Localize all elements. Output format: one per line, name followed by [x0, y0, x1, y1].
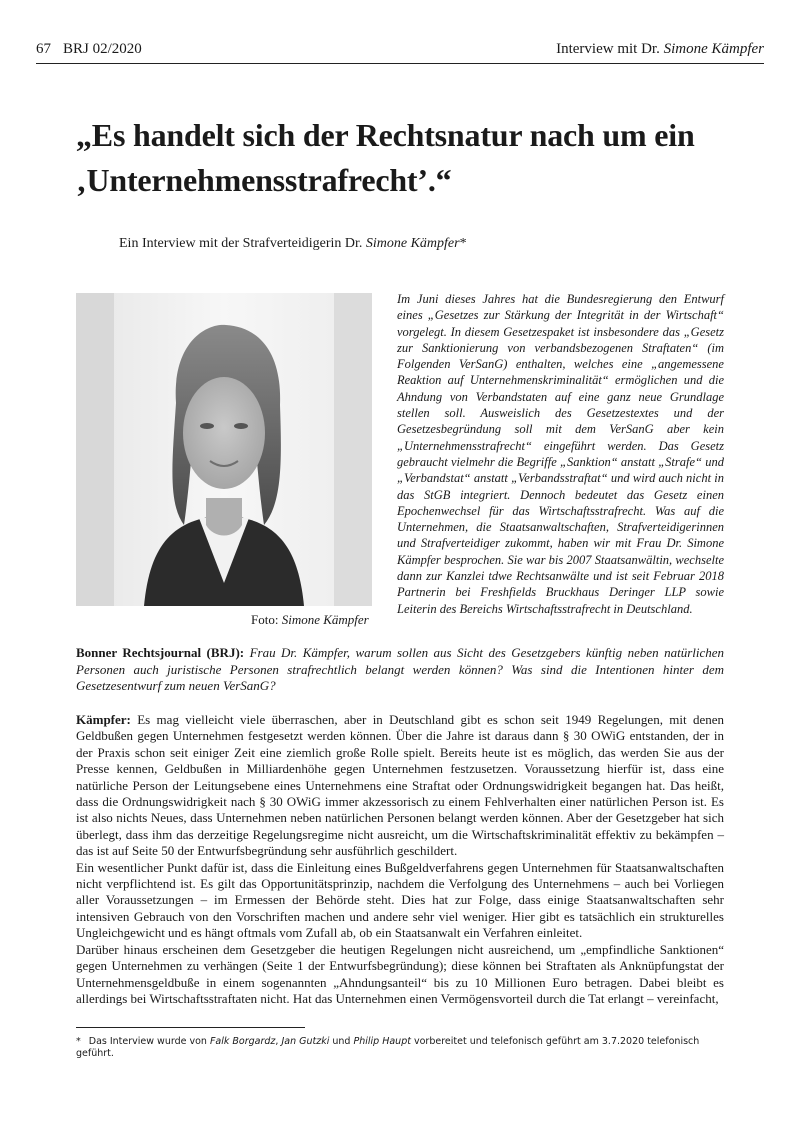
- subtitle-footnote-mark: *: [459, 236, 467, 251]
- interview-question: [76, 645, 724, 695]
- article-subtitle: [119, 236, 467, 252]
- question-label: Bonner Rechtsjournal (BRJ):: [76, 645, 245, 660]
- question-text: Frau Dr. Kämpfer, warum sollen aus Sicht des Gesetzgebers künftig neben natürlichen Personen auch juristische Personen strafrechtlich belangt werden können? Was sind die Intentionen hinter dem Gesetzesentwurf zum neuen VerSanG?: [76, 645, 725, 694]
- footnote-text-2: ,: [275, 1036, 282, 1047]
- footnote-rule: [76, 1027, 305, 1028]
- footnote: [76, 1036, 736, 1060]
- journal-name: BRJ 02/2020: [63, 41, 142, 57]
- subtitle-text: Ein Interview mit der Strafverteidigerin Dr.: [119, 236, 366, 251]
- footnote-author-3: Philip Haupt: [353, 1036, 411, 1047]
- footnote-author-1: Falk Borgardz: [209, 1036, 276, 1047]
- header-section-name: Simone Kämpfer: [663, 41, 764, 57]
- header-left: [36, 41, 142, 58]
- page-number: 67: [36, 41, 51, 57]
- photo-caption: [251, 612, 369, 628]
- footnote-text-1: Das Interview wurde von: [88, 1036, 210, 1047]
- footnote-text-4: vorbereitet und telefonisch geführt am 3.7.2020 telefonisch geführt.: [76, 1036, 700, 1059]
- header-section-prefix: Interview mit Dr.: [556, 41, 664, 57]
- footnote-author-2: Jan Gutzki: [281, 1036, 330, 1047]
- photo-caption-name: Simone Kämpfer: [281, 612, 369, 627]
- portrait-illustration: [76, 293, 372, 606]
- interview-answer: [76, 712, 724, 1007]
- answer-paragraph: [76, 712, 724, 860]
- answer-paragraph-1: Es mag vielleicht viele überraschen, aber in Deutschland gibt es schon seit 1949 Regelungen, mit denen Geldbußen gegen Unternehmen festgesetzt werden können. Über die Jahre ist daraus dann § 30 OWiG entstanden, der in der Praxis schon seit einiger Zeit eine ziemlich große Rolle spielt. Bereits heute ist es möglich, das werden Sie aus der Presse kennen, Geldbußen in Milliardenhöhe gegen Unternehmen festzusetzen. Voraussetzung hierfür ist, dass eine natürliche Person der Leitungsebene eines Unternehmens eine Straftat oder Ordnungswidrigkeit begangen hat. Das heißt, dass die Ordnungswidrigkeit nach § 30 OWiG immer akzessorisch zu einem Fehlverhalten einer natürlichen Person ist. Es ist also nichts Neues, dass Unternehmen neben natürlichen Personen belangt werden können. Aber der Gesetzgeber hat sich überlegt, dass ihm das derzeitige Regelungsregime nicht ausreicht, um die Wirtschaftskriminalität effektiv zu bekämpfen – das ist auf Seite 50 der Entwurfsbegründung sehr ausführlich geschildert.: [76, 712, 724, 859]
- answer-paragraph-2: Ein wesentlicher Punkt dafür ist, dass die Einleitung eines Bußgeldverfahrens gegen Unternehmen für Staatsanwaltschaften nicht verpflichtend ist. Es gilt das Opportunitätsprinzip, nachdem die Verfolgung des Unternehmens – auch bei Vorliegen aller Voraussetzungen – im Ermessen der Behörde steht. Dies hat zur Folge, dass einige Staatsanwaltschaften sehr intensiven Gebrauch von den Vorschriften machen und andere sehr viel weniger. Hier gibt es tatsächlich ein strukturelles Ungleichgewicht und es hängt oftmals vom Zufall ab, ob ein Staatsanwalt ein Verfahren einleitet.: [76, 859, 724, 941]
- header-rule: [36, 63, 764, 64]
- footnote-text-3: und: [329, 1036, 354, 1047]
- subtitle-name: Simone Kämpfer: [365, 236, 460, 251]
- answer-label: Kämpfer:: [76, 712, 131, 727]
- portrait-photo: [76, 293, 372, 606]
- answer-paragraph-3: Darüber hinaus erscheinen dem Gesetzgeber die heutigen Regelungen nicht ausreichend, um „empfindliche Sanktionen“ gegen Unternehmen zu verhängen (Seite 1 der Entwurfsbegründung); diese können bei Straftaten als Anknüpfungstat der Unternehmensgeldbuße in einem sogenannten „Ahndungsanteil“ bis zu 10 Millionen Euro betragen. Dabei bleibt es allerdings bei Wirtschaftsstraftaten nicht. Hat das Unternehmen einen Vermögensvorteil durch die Tat erlangt – vereinfacht,: [76, 941, 724, 1006]
- running-header: [36, 41, 764, 59]
- article-title: „Es handelt sich der Rechtsnatur nach um ein ‚Unternehmensstrafrecht’.“: [76, 117, 695, 198]
- intro-paragraph: Im Juni dieses Jahres hat die Bundesregierung den Entwurf eines „Gesetzes zur Stärkung der Integrität in der Wirtschaft“ vorgelegt. In diesem Gesetzespaket ist insbesondere das „Gesetz zur Sanktionierung von verbandsbezogenen Straftaten“ (im Folgenden VerSanG) enthalten, welches eine „angemessene Reaktion auf Unternehmenskriminalität“ ermöglichen und die Ahndung von Verbandstaten auf eine ganz neue Grundlage stellen soll. Ausweislich des Gesetzestextes und der Gesetzesbegründung soll mit dem VerSanG aber kein „Unternehmensstrafrecht“ eingeführt werden. Das Gesetz gebraucht vielmehr die Begriffe „Sanktion“ anstatt „Strafe“ und „Verbandstat“ anstatt „Verbandsstraftat“ und wird auch nicht in das StGB integriert. Dennoch bedeutet das Gesetz einen Epochenwechsel für das Wirtschaftsstrafrecht. Was auf die Unternehmen, die Staatsanwaltschaften, Strafverteidigerinnen und Strafverteidiger zukommt, haben wir mit Frau Dr. Simone Kämpfer besprochen. Sie war bis 2007 Staatsanwältin, wechselte dann zur Kanzlei tdwe Rechtsanwälte und ist seit Februar 2018 Partnerin bei Freshfields Bruckhaus Deringer LLP sowie Leiterin des Bereichs Wirtschaftsstrafrecht in Deutschland.: [397, 292, 724, 616]
- footnote-mark: *: [76, 1036, 81, 1047]
- header-section: [556, 41, 764, 58]
- photo-caption-prefix: Foto:: [251, 612, 282, 627]
